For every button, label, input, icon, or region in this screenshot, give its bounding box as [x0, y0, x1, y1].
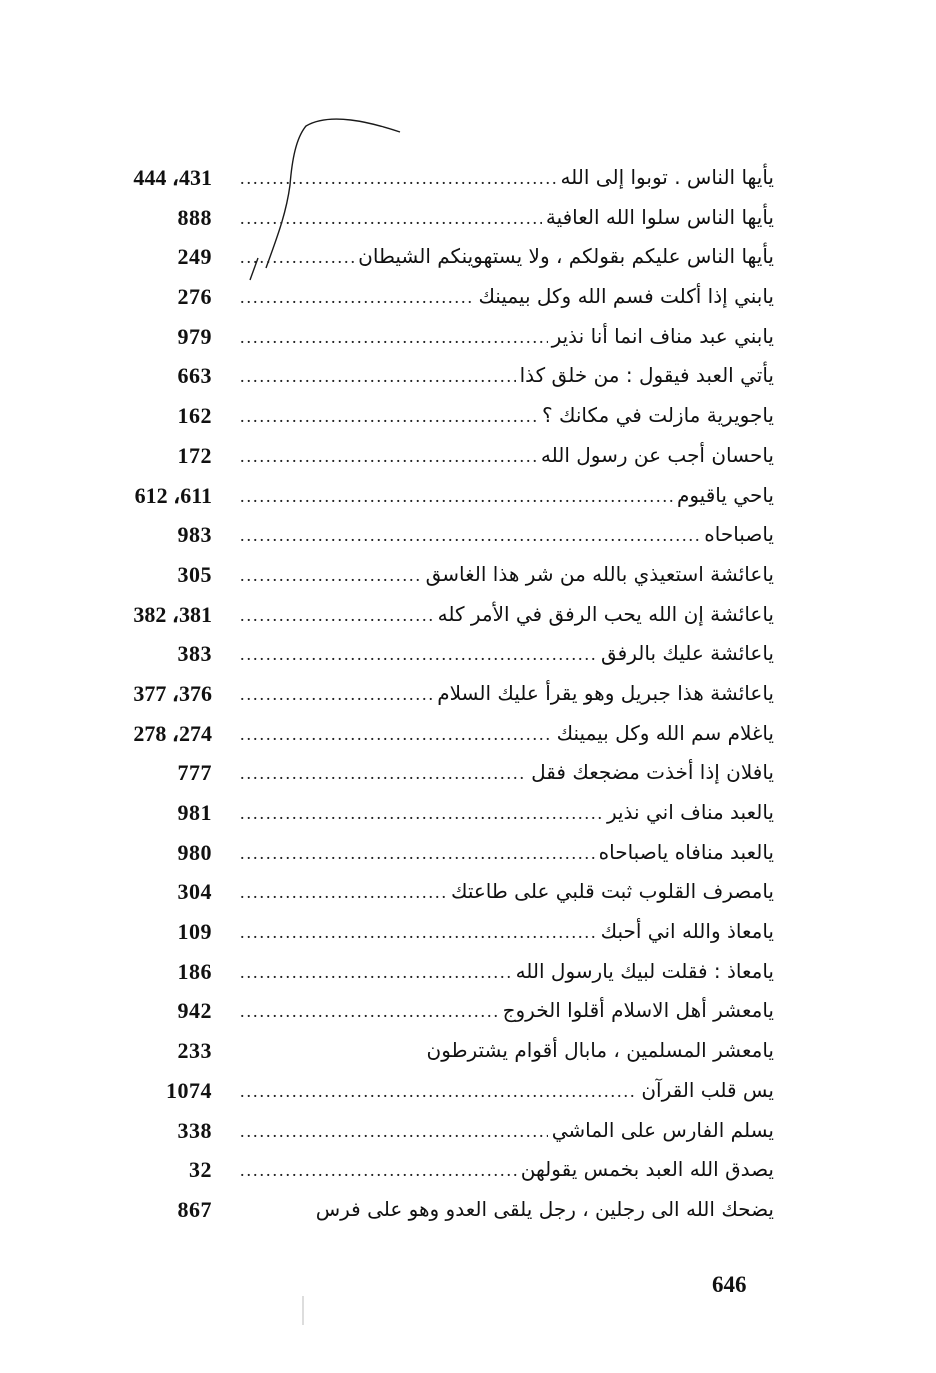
index-entry	[90, 396, 774, 436]
entry-text-column	[240, 1190, 774, 1230]
entry-hadith-numbers: 983	[177, 522, 212, 548]
entry-hadith-numbers: 980	[177, 839, 212, 865]
entry-hadith-text: ياعائشة هذا جبريل وهو يقرأ عليك السلام	[437, 680, 774, 705]
entry-hadith-numbers: 663	[177, 363, 212, 389]
index-entry	[90, 476, 774, 516]
index-entry	[90, 991, 774, 1031]
entry-hadith-text: يامعاذ والله اني أحبك	[600, 919, 774, 944]
entry-hadith-numbers: 304	[177, 879, 212, 905]
entry-hadith-text: يصدق الله العبد بخمس يقولهن	[520, 1157, 774, 1182]
entry-hadith-text: ياجويرية مازلت في مكانك ؟	[542, 403, 774, 428]
entry-hadith-numbers: 305	[177, 561, 212, 587]
entry-hadith-numbers: 979	[177, 323, 212, 349]
index-entry	[90, 515, 774, 555]
entry-text-column	[240, 1071, 774, 1112]
entry-text-column	[240, 595, 774, 636]
entry-text-column	[240, 1150, 774, 1191]
entry-hadith-numbers: 278 ،274	[133, 720, 212, 746]
entry-text-column	[240, 1111, 774, 1152]
entry-hadith-text: يالعبد مناف اني نذير	[606, 800, 774, 824]
entry-text-column	[240, 714, 774, 755]
entry-text-column	[240, 793, 774, 834]
entry-text-column	[240, 237, 774, 278]
entry-hadith-text: يأتي العبد فيقول : من خلق كذا	[519, 363, 774, 388]
dot-leader	[240, 556, 422, 596]
dot-leader	[240, 199, 542, 239]
entry-text-column	[240, 277, 774, 318]
entry-hadith-numbers: 981	[177, 800, 212, 825]
dot-leader	[240, 238, 354, 278]
index-entry	[90, 436, 774, 476]
entry-hadith-numbers: 162	[177, 403, 212, 429]
entry-text-column	[240, 753, 774, 794]
entry-hadith-text: ياحي ياقيوم	[676, 482, 774, 507]
entry-text-column	[240, 515, 774, 556]
index-entry	[90, 912, 774, 952]
dot-leader	[240, 596, 434, 636]
index-entry	[90, 753, 774, 793]
entry-text-column	[240, 833, 774, 874]
entry-hadith-text: يامعاذ : فقلت لبيك يارسول الله	[515, 958, 774, 983]
entry-hadith-text: يس قلب القرآن	[641, 1077, 774, 1102]
index-entry	[90, 952, 774, 992]
entry-text-column	[240, 674, 774, 715]
index-entry	[90, 317, 774, 357]
index-entry	[90, 1111, 774, 1151]
index-entry	[90, 1150, 774, 1190]
entry-hadith-numbers: 382 ،381	[133, 601, 212, 627]
dot-leader	[240, 357, 516, 397]
dot-leader	[240, 675, 433, 715]
dot-leader	[240, 1112, 548, 1152]
dot-leader	[240, 794, 603, 834]
entry-hadith-text: يابني إذا أكلت فسم الله وكل بيمينك	[478, 284, 774, 309]
hadith-index-list	[90, 158, 774, 1230]
dot-leader	[240, 318, 548, 358]
index-entry	[90, 1190, 774, 1230]
entry-hadith-text: ياعائشة إن الله يحب الرفق في الأمر كله	[437, 601, 774, 626]
entry-hadith-text: يأيها الناس سلوا الله العافية	[545, 204, 774, 229]
entry-hadith-numbers: 942	[177, 998, 212, 1024]
index-entry	[90, 793, 774, 833]
entry-hadith-text: يامعشر المسلمين ، مابال أقوام يشترطون	[426, 1038, 774, 1063]
dot-leader	[240, 992, 499, 1032]
entry-hadith-text: يابني عبد مناف انما أنا نذير	[551, 323, 774, 348]
dot-leader	[240, 834, 595, 874]
index-entry	[90, 872, 774, 912]
entry-hadith-numbers: 777	[177, 760, 212, 786]
entry-hadith-text: ياحسان أجب عن رسول الله	[540, 442, 774, 467]
dot-leader	[240, 635, 597, 675]
dot-leader	[240, 715, 553, 755]
entry-hadith-text: يضحك الله الى رجلين ، رجل يلقى العدو وهو على فرس	[315, 1196, 774, 1221]
entry-hadith-numbers: 109	[177, 919, 212, 945]
entry-hadith-numbers: 383	[177, 641, 212, 667]
index-entry	[90, 634, 774, 674]
entry-text-column	[240, 317, 774, 358]
index-entry	[90, 198, 774, 238]
entry-hadith-text: ياعائشة استعيذي بالله من شر هذا الغاسق	[425, 561, 774, 586]
entry-hadith-text: يالعبد منافاه ياصباحاه	[598, 839, 774, 864]
entry-text-column	[240, 436, 774, 477]
entry-hadith-numbers: 32	[189, 1157, 212, 1183]
index-entry	[90, 158, 774, 198]
entry-hadith-numbers: 867	[177, 1196, 212, 1222]
entry-hadith-text: يسلم الفارس على الماشي	[551, 1117, 774, 1142]
entry-text-column	[240, 555, 774, 596]
dot-leader	[240, 1072, 637, 1112]
entry-text-column	[240, 912, 774, 953]
entry-text-column	[240, 634, 774, 675]
entry-hadith-numbers: 233	[177, 1038, 212, 1064]
dot-leader	[240, 754, 527, 794]
entry-text-column	[240, 872, 774, 913]
entry-text-column	[240, 198, 774, 239]
index-entry	[90, 237, 774, 277]
entry-text-column	[240, 476, 774, 517]
entry-text-column	[240, 952, 774, 993]
index-entry	[90, 595, 774, 635]
dot-leader	[240, 437, 537, 477]
dot-leader	[240, 953, 512, 993]
dot-leader	[240, 159, 556, 199]
entry-hadith-numbers: 377 ،376	[133, 680, 212, 706]
entry-hadith-text: ياصباحاه	[704, 522, 774, 547]
entry-hadith-numbers: 612 ،611	[134, 482, 212, 508]
index-entry	[90, 714, 774, 754]
index-entry	[90, 1071, 774, 1111]
entry-hadith-numbers: 186	[177, 958, 212, 984]
index-entry	[90, 833, 774, 873]
entry-hadith-text: ياعائشة عليك بالرفق	[600, 641, 774, 666]
entry-hadith-text: يامصرف القلوب ثبت قلبي على طاعتك	[450, 879, 774, 904]
index-entry	[90, 674, 774, 714]
entry-hadith-text: يأيها الناس عليكم بقولكم ، ولا يستهوينكم الشيطان	[358, 244, 774, 269]
entry-text-column	[240, 396, 774, 437]
entry-hadith-numbers: 444 ،431	[133, 165, 212, 190]
page-number: 646	[712, 1272, 747, 1297]
entry-hadith-numbers: 1074	[166, 1077, 212, 1103]
index-entry	[90, 555, 774, 595]
index-entry	[90, 277, 774, 317]
dot-leader	[240, 477, 673, 517]
entry-hadith-numbers: 338	[177, 1117, 212, 1143]
entry-hadith-text: يامعشر أهل الاسلام أقلوا الخروج	[502, 998, 774, 1023]
dot-leader	[240, 397, 538, 437]
dot-leader	[240, 873, 447, 913]
index-entry	[90, 1031, 774, 1071]
entry-text-column	[240, 158, 774, 199]
entry-hadith-text: ياغلام سم الله وكل بيمينك	[556, 720, 774, 745]
entry-hadith-numbers: 249	[177, 244, 212, 270]
entry-text-column	[240, 356, 774, 397]
dot-leader	[240, 278, 474, 318]
entry-text-column	[240, 1031, 774, 1071]
entry-hadith-numbers: 276	[177, 284, 212, 310]
entry-hadith-numbers: 172	[177, 442, 212, 468]
entry-hadith-numbers: 888	[177, 204, 212, 230]
entry-hadith-text: يأيها الناس . توبوا إلى الله	[560, 165, 774, 189]
dot-leader	[240, 516, 700, 556]
entry-text-column	[240, 991, 774, 1032]
index-entry	[90, 356, 774, 396]
dot-leader	[240, 1151, 517, 1191]
entry-hadith-text: يافلان إذا أخذت مضجعك فقل	[531, 760, 774, 785]
dot-leader	[240, 913, 597, 953]
